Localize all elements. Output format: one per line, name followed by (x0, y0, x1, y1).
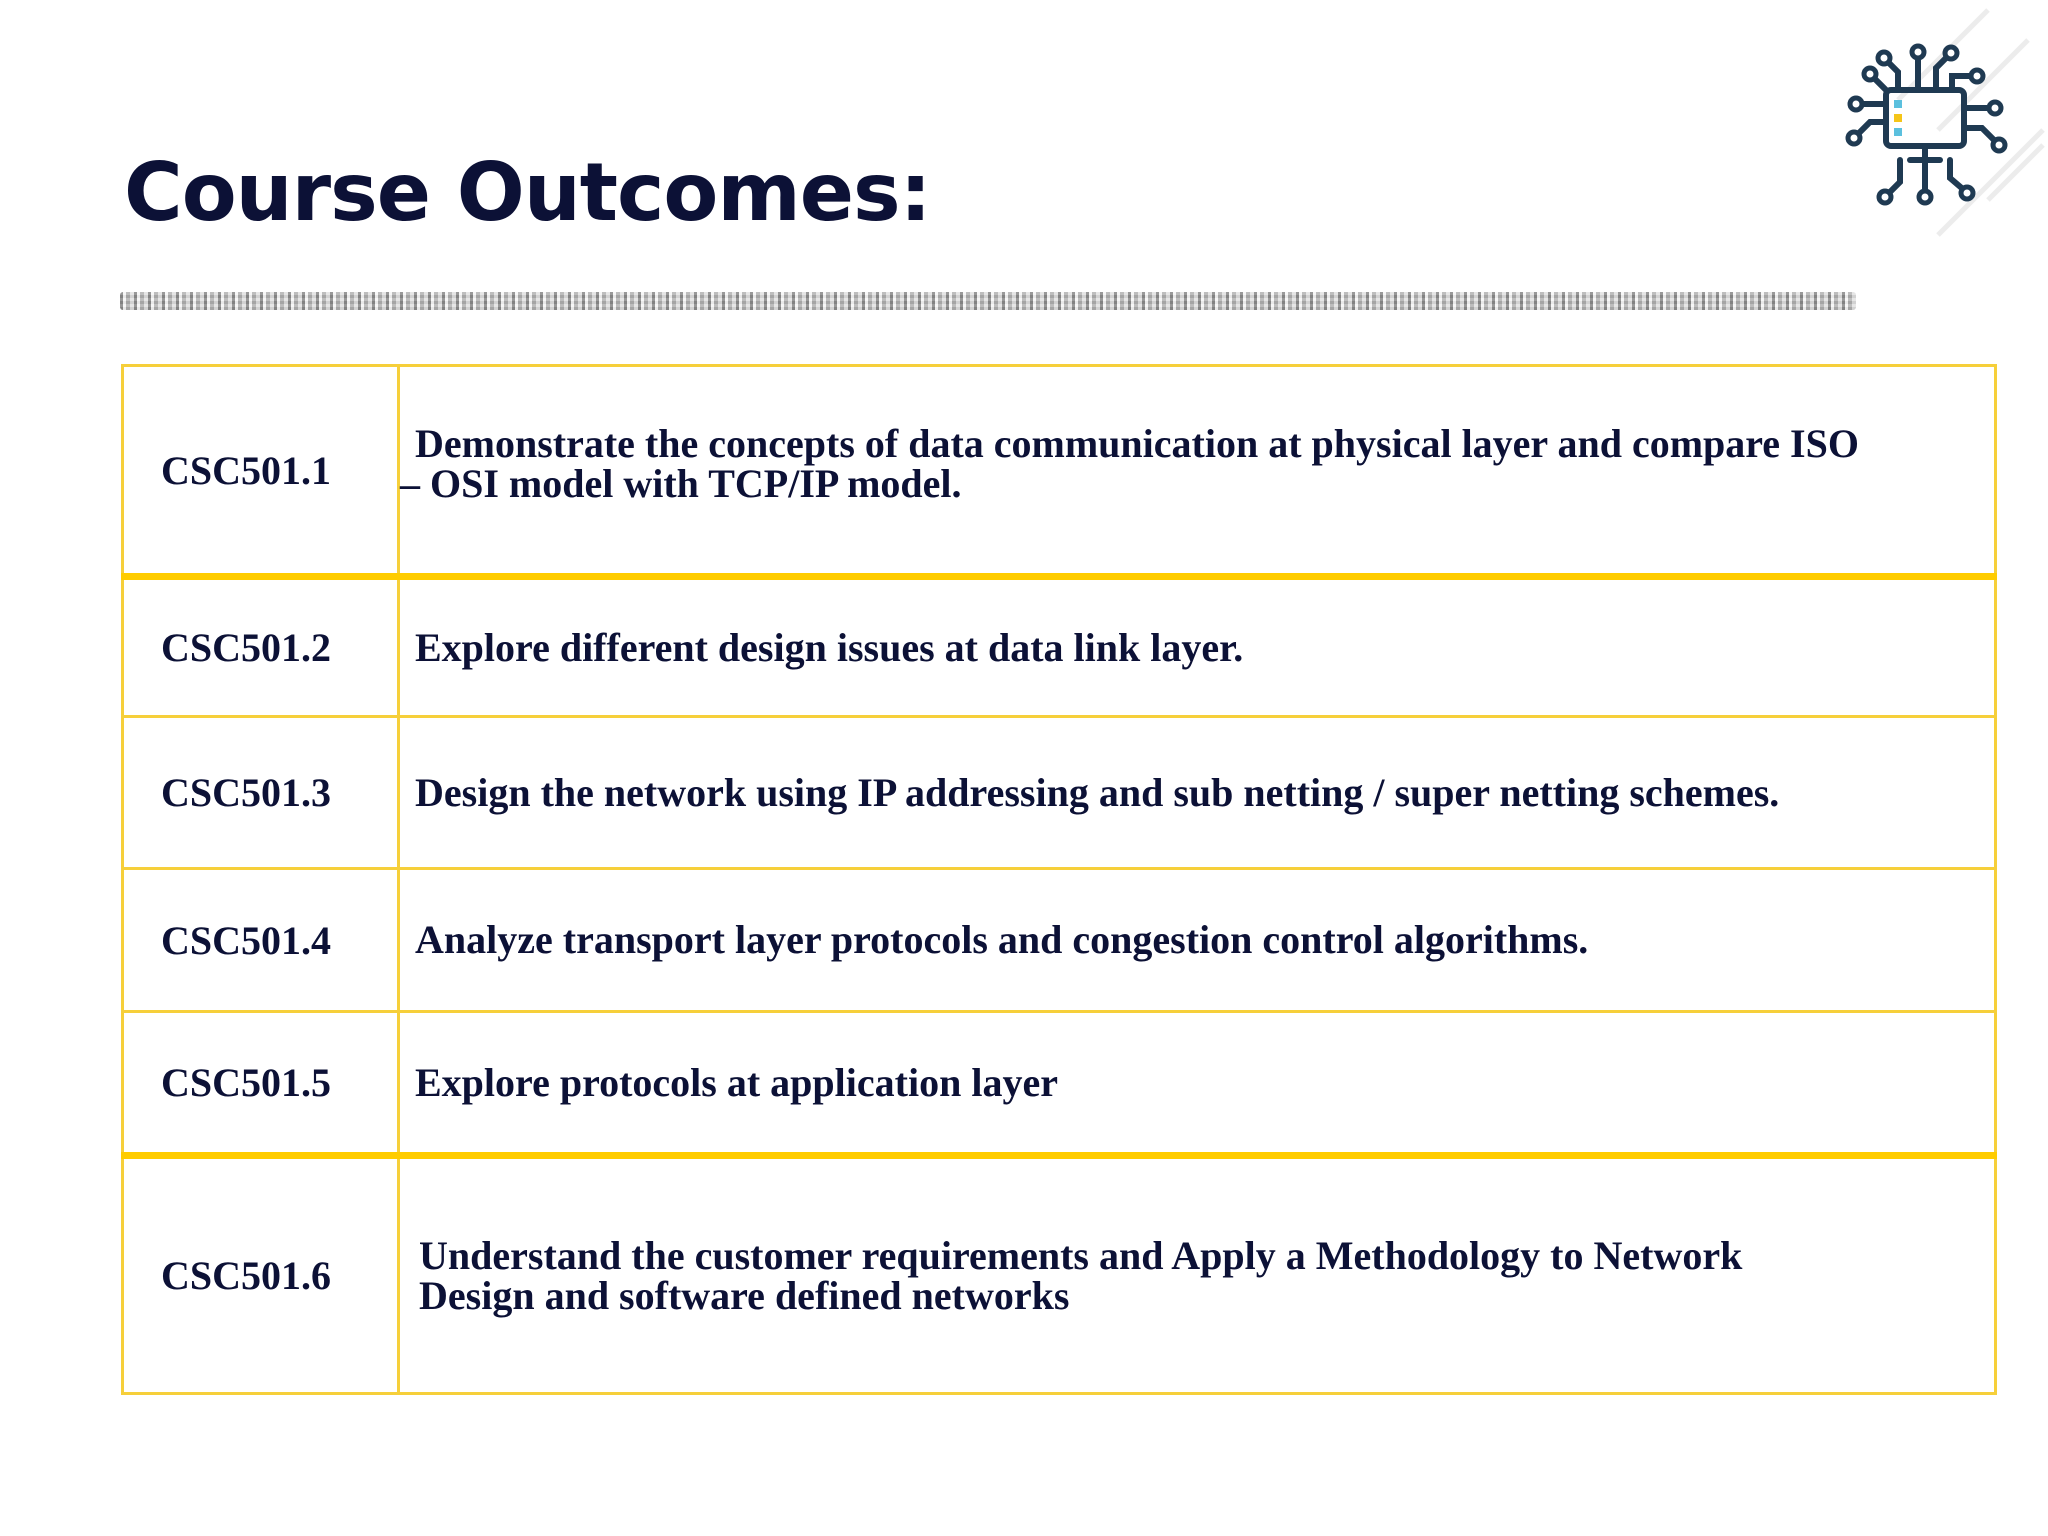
outcome-description-line: Analyze transport layer protocols and congestion control algorithms. (415, 917, 1589, 962)
outcome-description-line: – OSI model with TCP/IP model. (400, 461, 962, 506)
outcome-description (399, 717, 1996, 869)
table-row (123, 1012, 1996, 1156)
outcome-description-line: Explore different design issues at data link layer. (415, 624, 1244, 670)
table-row (123, 869, 1996, 1012)
outcome-description (399, 1012, 1996, 1156)
circuit-monitor-icon (1840, 42, 2010, 212)
outcome-description-line: Explore protocols at application layer (415, 1059, 1058, 1105)
outcome-description-line: Demonstrate the concepts of data communication at physical layer and compare ISO (415, 421, 1859, 466)
outcome-description (399, 577, 1996, 717)
outcome-description-line: Design the network using IP addressing and sub netting / super netting schemes. (415, 769, 1780, 815)
outcome-code: CSC501.5 (123, 1012, 399, 1156)
table-row (123, 366, 1996, 577)
outcome-description-line: Understand the customer requirements and Apply a Methodology to Network (419, 1232, 1743, 1278)
outcome-description (399, 1156, 1996, 1394)
course-outcomes-table (121, 364, 1997, 1395)
outcome-code: CSC501.1 (123, 366, 399, 577)
page-title: Course Outcomes: (124, 146, 931, 239)
outcome-description-line: Design and software defined networks (419, 1272, 1070, 1318)
table-row (123, 1156, 1996, 1394)
table-row (123, 717, 1996, 869)
title-divider (120, 292, 1856, 310)
outcome-code: CSC501.3 (123, 717, 399, 869)
outcome-code: CSC501.2 (123, 577, 399, 717)
table-row (123, 577, 1996, 717)
outcome-code: CSC501.4 (123, 869, 399, 1012)
outcome-description (399, 869, 1996, 1012)
outcome-description (399, 366, 1996, 577)
outcome-code: CSC501.6 (123, 1156, 399, 1394)
